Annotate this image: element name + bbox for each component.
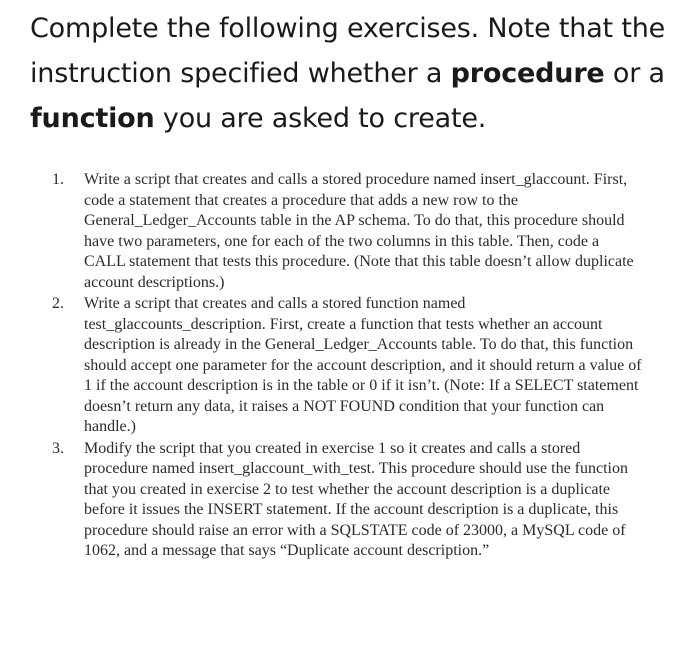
heading-text-1: Complete the following exercises. Note that the instruction specified whether a [30,13,666,89]
exercise-number: 3. [52,439,64,457]
exercise-item-3 [52,439,652,562]
exercise-list [52,170,652,563]
exercise-text: Write a script that creates and calls a stored function named test_glaccounts_description. First, create a function that tests whether an account description is already in the General_Ledger_Accounts table. To do that, this function should accept one parameter for the account description, and it should return a value of 1 if the account description is in the table or 0 if it isn’t. (Note: If a SELECT statement doesn’t return any data, it raises a NOT FOUND condition that your function can handle.) [84,295,642,435]
exercise-number: 2. [52,295,64,312]
instructions-heading [30,6,680,141]
exercise-text: Modify the script that you created in exercise 1 so it creates and calls a stored procedure named insert_glaccount_with_test. This procedure should use the function that you created in exercise 2 to test whether the account description is a duplicate before it issues the INSERT statement. If the account description is a duplicate, this procedure should raise an error with a SQLSTATE code of 23000, a MySQL code of 1062, and a message that says “Duplicate account description.” [84,439,628,559]
exercise-item-1 [52,170,652,293]
exercise-item-2 [52,294,652,438]
exercise-text: Write a script that creates and calls a stored procedure named insert_glaccount. First, code a statement that creates a procedure that adds a new row to the General_Ledger_Accounts table in the AP schema. To do that, this procedure should have two parameters, one for each of the two columns in this table. Then, code a CALL statement that tests this procedure. (Note that this table doesn’t allow duplicate account descriptions.) [84,171,634,291]
heading-text-3: you are asked to create. [154,103,487,134]
heading-bold-procedure: procedure [450,58,605,89]
heading-text-2: or a [604,58,665,89]
exercise-number: 1. [52,171,64,188]
heading-bold-function: function [30,103,155,134]
